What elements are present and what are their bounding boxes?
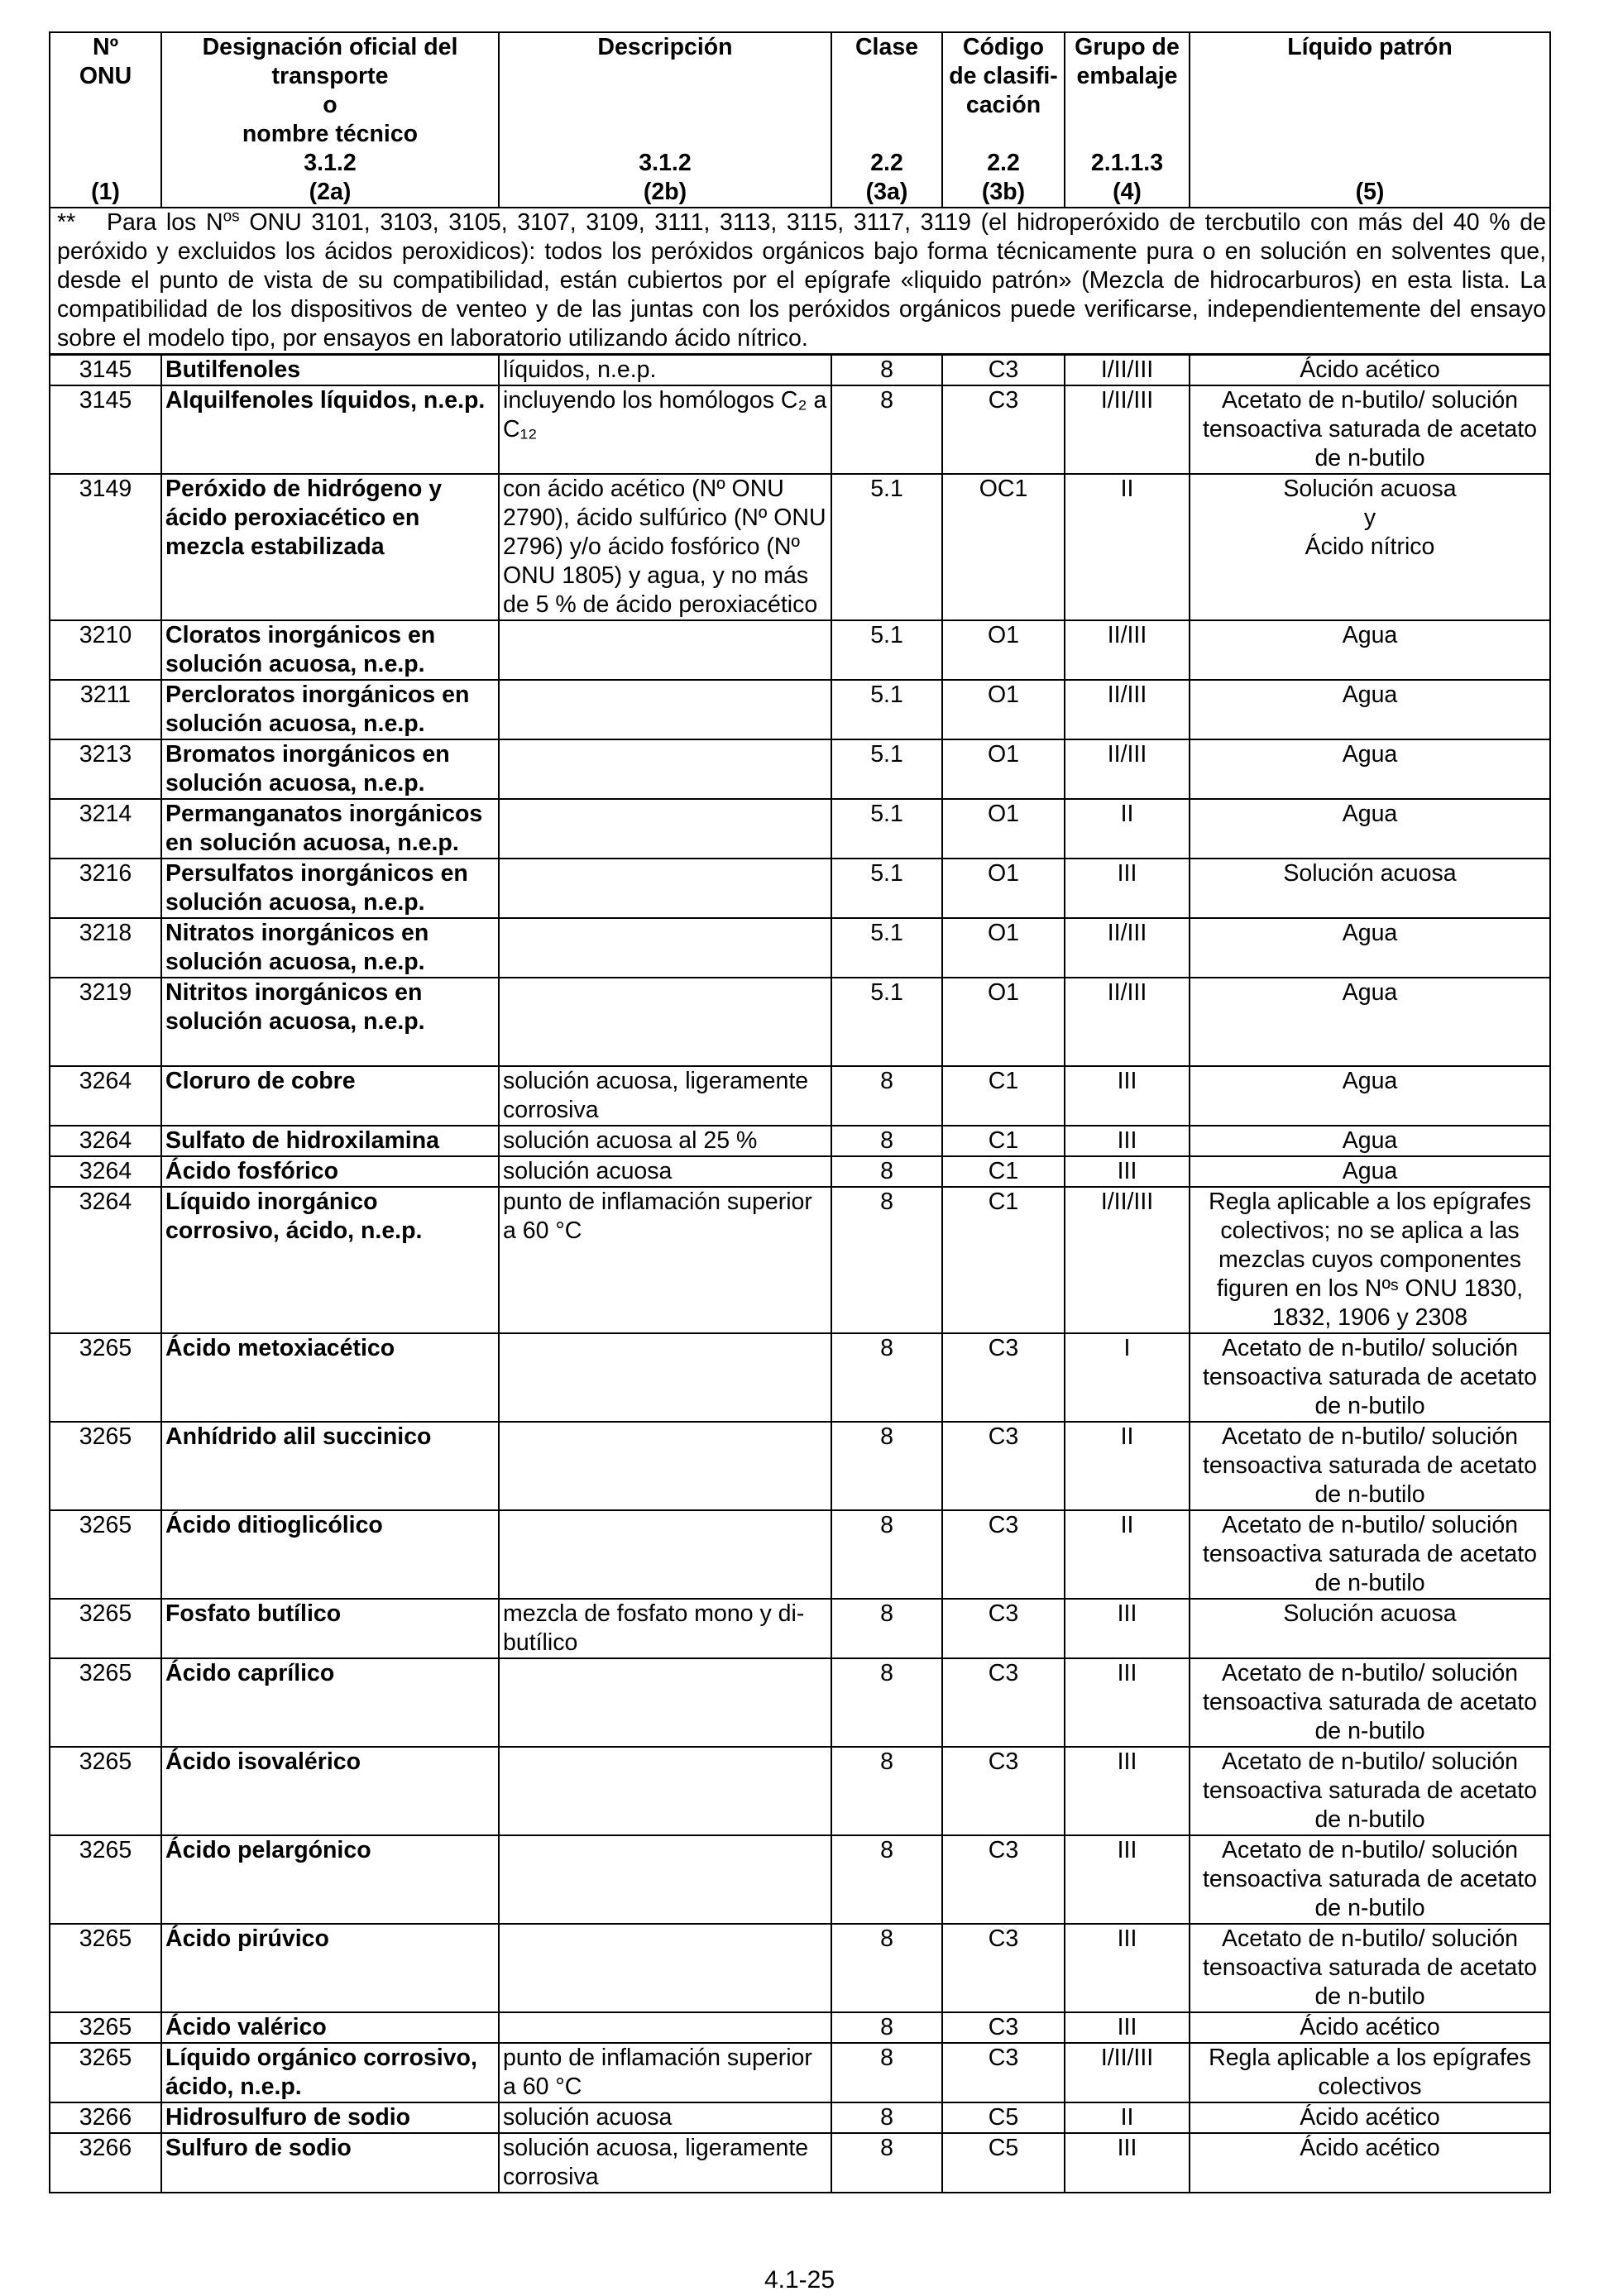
cell-class: 8 xyxy=(831,2102,942,2133)
cell-official-name: Butilfenoles xyxy=(161,355,499,386)
cell-official-name: Sulfuro de sodio xyxy=(161,2133,499,2193)
cell-un-number: 3265 xyxy=(50,1333,161,1422)
cell-un-number: 3216 xyxy=(50,859,161,918)
cell-packing-group: II xyxy=(1065,2102,1190,2133)
cell-official-name: Persulfatos inorgánicos en solución acuosa, n.e.p. xyxy=(161,859,499,918)
cell-class: 8 xyxy=(831,1333,942,1422)
cell-class: 8 xyxy=(831,1747,942,1835)
cell-packing-group: II/III xyxy=(1065,918,1190,978)
cell-standard-liquid: Acetato de n-butilo/ solución tensoactiva saturada de acetato de n-butilo xyxy=(1190,385,1550,474)
cell-description xyxy=(499,1333,831,1422)
cell-description: solución acuosa, ligeramente corrosiva xyxy=(499,2133,831,2193)
cell-official-name: Nitratos inorgánicos en solución acuosa, n.e.p. xyxy=(161,918,499,978)
cell-official-name: Fosfato butílico xyxy=(161,1599,499,1658)
cell-class: 5.1 xyxy=(831,799,942,859)
table-row xyxy=(50,1422,1550,1510)
table-row xyxy=(50,680,1550,739)
cell-standard-liquid: Ácido acético xyxy=(1190,2133,1550,2193)
cell-official-name: Ácido fosfórico xyxy=(161,1156,499,1187)
cell-un-number: 3265 xyxy=(50,1924,161,2012)
cell-packing-group: III xyxy=(1065,1924,1190,2012)
page-number: 4.1-25 xyxy=(764,2266,835,2294)
cell-description xyxy=(499,1658,831,1747)
cell-packing-group: II xyxy=(1065,474,1190,620)
cell-packing-group: III xyxy=(1065,1658,1190,1747)
header-description: Descripción 3.1.2 xyxy=(499,32,831,178)
footnote-marker: ** xyxy=(57,209,76,236)
cell-standard-liquid: Agua xyxy=(1190,1126,1550,1156)
cell-un-number: 3264 xyxy=(50,1066,161,1126)
cell-official-name: Percloratos inorgánicos en solución acuosa, n.e.p. xyxy=(161,680,499,739)
cell-standard-liquid: Ácido acético xyxy=(1190,355,1550,386)
cell-classification-code: C3 xyxy=(942,2012,1065,2043)
cell-description: solución acuosa xyxy=(499,2102,831,2133)
cell-class: 5.1 xyxy=(831,978,942,1066)
cell-un-number: 3213 xyxy=(50,739,161,799)
table-row xyxy=(50,1066,1550,1126)
cell-un-number: 3211 xyxy=(50,680,161,739)
cell-standard-liquid: Ácido acético xyxy=(1190,2012,1550,2043)
cell-un-number: 3145 xyxy=(50,385,161,474)
header-classification-code: Código de clasifi-cación 2.2 xyxy=(942,32,1065,178)
header-col-2a: (2a) xyxy=(161,178,499,208)
cell-packing-group: II/III xyxy=(1065,680,1190,739)
table-row xyxy=(50,1126,1550,1156)
cell-standard-liquid: Solución acuosa y Ácido nítrico xyxy=(1190,474,1550,620)
cell-classification-code: O1 xyxy=(942,680,1065,739)
cell-class: 5.1 xyxy=(831,680,942,739)
table-row xyxy=(50,1599,1550,1658)
table-row xyxy=(50,474,1550,620)
table-header xyxy=(50,32,1550,355)
cell-classification-code: O1 xyxy=(942,859,1065,918)
cell-official-name: Cloruro de cobre xyxy=(161,1066,499,1126)
cell-packing-group: III xyxy=(1065,1126,1190,1156)
cell-official-name: Líquido orgánico corrosivo, ácido, n.e.p. xyxy=(161,2043,499,2102)
table-row xyxy=(50,1187,1550,1333)
table-row xyxy=(50,385,1550,474)
cell-un-number: 3266 xyxy=(50,2102,161,2133)
cell-classification-code: O1 xyxy=(942,918,1065,978)
cell-description: solución acuosa, ligeramente corrosiva xyxy=(499,1066,831,1126)
table-row xyxy=(50,739,1550,799)
table-row xyxy=(50,2102,1550,2133)
cell-official-name: Hidrosulfuro de sodio xyxy=(161,2102,499,2133)
cell-un-number: 3149 xyxy=(50,474,161,620)
cell-class: 8 xyxy=(831,2012,942,2043)
cell-class: 8 xyxy=(831,1156,942,1187)
cell-description: punto de inflamación superior a 60 °C xyxy=(499,2043,831,2102)
cell-classification-code: C3 xyxy=(942,1924,1065,2012)
cell-un-number: 3264 xyxy=(50,1156,161,1187)
cell-class: 8 xyxy=(831,385,942,474)
cell-classification-code: C3 xyxy=(942,1747,1065,1835)
table-row xyxy=(50,859,1550,918)
cell-un-number: 3265 xyxy=(50,1658,161,1747)
cell-packing-group: II/III xyxy=(1065,739,1190,799)
cell-description xyxy=(499,2012,831,2043)
table-body xyxy=(50,355,1550,2193)
cell-un-number: 3218 xyxy=(50,918,161,978)
table-row xyxy=(50,978,1550,1066)
cell-classification-code: C3 xyxy=(942,385,1065,474)
header-col-2b: (2b) xyxy=(499,178,831,208)
cell-description xyxy=(499,978,831,1066)
cell-description xyxy=(499,739,831,799)
cell-class: 8 xyxy=(831,1924,942,2012)
cell-packing-group: I/II/III xyxy=(1065,355,1190,386)
cell-un-number: 3265 xyxy=(50,2012,161,2043)
header-col-1: (1) xyxy=(50,178,161,208)
cell-classification-code: C5 xyxy=(942,2133,1065,2193)
cell-official-name: Peróxido de hidrógeno y ácido peroxiacético en mezcla estabilizada xyxy=(161,474,499,620)
footnote-organic-peroxides: ** Para los $N^{os}$ ONU 3101, 3103, 3105, 3107, 3109, 3111, 3113, 3115, 3117, 3119 (el hidroperóxido de tercbutilo con más del 40 % de peróxido y excluidos los ácidos peroxidicos): todos los peróxidos orgánicos bajo forma técnicamente pura o en solución en solventes que, desde el punto de vista de su compatibilidad, están cubiertos por el epígrafe «liquido patrón» (Mezcla de hidrocarburos) en esta lista. La compatibilidad de los dispositivos de venteo y de las juntas con los peróxidos orgánicos puede verificarse, independientemente del ensayo sobre el modelo tipo, por ensayos en laboratorio utilizando ácido nítrico. xyxy=(50,208,1550,355)
table-row xyxy=(50,1835,1550,1924)
cell-standard-liquid: Acetato de n-butilo/ solución tensoactiva saturada de acetato de n-butilo xyxy=(1190,1422,1550,1510)
cell-description xyxy=(499,918,831,978)
cell-description xyxy=(499,620,831,680)
table-row xyxy=(50,2043,1550,2102)
cell-official-name: Ácido pirúvico xyxy=(161,1924,499,2012)
cell-official-name: Ácido caprílico xyxy=(161,1658,499,1747)
cell-description: punto de inflamación superior a 60 °C xyxy=(499,1187,831,1333)
cell-packing-group: II xyxy=(1065,799,1190,859)
cell-classification-code: C1 xyxy=(942,1066,1065,1126)
cell-standard-liquid: Agua xyxy=(1190,978,1550,1066)
header-col-3a: (3a) xyxy=(831,178,942,208)
cell-classification-code: O1 xyxy=(942,799,1065,859)
cell-standard-liquid: Agua xyxy=(1190,918,1550,978)
cell-description xyxy=(499,1747,831,1835)
cell-classification-code: O1 xyxy=(942,739,1065,799)
cell-official-name: Ácido valérico xyxy=(161,2012,499,2043)
cell-description: solución acuosa al 25 % xyxy=(499,1126,831,1156)
cell-packing-group: III xyxy=(1065,859,1190,918)
cell-standard-liquid: Solución acuosa xyxy=(1190,1599,1550,1658)
header-col-5: (5) xyxy=(1190,178,1550,208)
cell-description xyxy=(499,1835,831,1924)
cell-class: 8 xyxy=(831,355,942,386)
cell-standard-liquid: Agua xyxy=(1190,739,1550,799)
cell-standard-liquid: Regla aplicable a los epígrafes colectivos xyxy=(1190,2043,1550,2102)
cell-packing-group: III xyxy=(1065,1599,1190,1658)
cell-packing-group: I xyxy=(1065,1333,1190,1422)
cell-class: 5.1 xyxy=(831,474,942,620)
cell-standard-liquid: Solución acuosa xyxy=(1190,859,1550,918)
cell-packing-group: III xyxy=(1065,1066,1190,1126)
cell-classification-code: C3 xyxy=(942,2043,1065,2102)
cell-classification-code: C3 xyxy=(942,1599,1065,1658)
cell-class: 8 xyxy=(831,1510,942,1599)
cell-description: mezcla de fosfato mono y di-butílico xyxy=(499,1599,831,1658)
cell-official-name: Ácido ditioglicólico xyxy=(161,1510,499,1599)
header-packing-group: Grupo de embalaje 2.1.1.3 xyxy=(1065,32,1190,178)
cell-description: solución acuosa xyxy=(499,1156,831,1187)
cell-class: 5.1 xyxy=(831,739,942,799)
header-class: Clase 2.2 xyxy=(831,32,942,178)
cell-packing-group: I/II/III xyxy=(1065,385,1190,474)
cell-un-number: 3265 xyxy=(50,1835,161,1924)
cell-official-name: Cloratos inorgánicos en solución acuosa, n.e.p. xyxy=(161,620,499,680)
cell-standard-liquid: Acetato de n-butilo/ solución tensoactiva saturada de acetato de n-butilo xyxy=(1190,1835,1550,1924)
cell-official-name: Ácido metoxiacético xyxy=(161,1333,499,1422)
cell-description xyxy=(499,1924,831,2012)
cell-classification-code: OC1 xyxy=(942,474,1065,620)
cell-un-number: 3264 xyxy=(50,1187,161,1333)
cell-class: 8 xyxy=(831,1422,942,1510)
cell-packing-group: III xyxy=(1065,2012,1190,2043)
cell-description: líquidos, n.e.p. xyxy=(499,355,831,386)
cell-class: 8 xyxy=(831,1835,942,1924)
cell-un-number: 3265 xyxy=(50,1747,161,1835)
cell-un-number: 3219 xyxy=(50,978,161,1066)
cell-official-name: Anhídrido alil succinico xyxy=(161,1422,499,1510)
cell-official-name: Ácido isovalérico xyxy=(161,1747,499,1835)
cell-classification-code: C1 xyxy=(942,1126,1065,1156)
cell-un-number: 3265 xyxy=(50,1599,161,1658)
cell-classification-code: O1 xyxy=(942,620,1065,680)
cell-classification-code: C3 xyxy=(942,355,1065,386)
header-col-4: (4) xyxy=(1065,178,1190,208)
dangerous-goods-table xyxy=(49,31,1551,2193)
cell-standard-liquid: Agua xyxy=(1190,620,1550,680)
cell-standard-liquid: Regla aplicable a los epígrafes colectivos; no se aplica a las mezclas cuyos componentes figuren en los Nºˢ ONU 1830, 1832, 1906 y 2308 xyxy=(1190,1187,1550,1333)
cell-class: 5.1 xyxy=(831,918,942,978)
cell-official-name: Ácido pelargónico xyxy=(161,1835,499,1924)
cell-official-name: Bromatos inorgánicos en solución acuosa, n.e.p. xyxy=(161,739,499,799)
cell-class: 8 xyxy=(831,2133,942,2193)
table-row xyxy=(50,620,1550,680)
table-row xyxy=(50,799,1550,859)
cell-official-name: Sulfato de hidroxilamina xyxy=(161,1126,499,1156)
cell-classification-code: C3 xyxy=(942,1510,1065,1599)
table-row xyxy=(50,1924,1550,2012)
cell-un-number: 3145 xyxy=(50,355,161,386)
cell-packing-group: II xyxy=(1065,1510,1190,1599)
header-un-number: Nº ONU xyxy=(50,32,161,178)
cell-packing-group: III xyxy=(1065,1835,1190,1924)
cell-standard-liquid: Acetato de n-butilo/ solución tensoactiva saturada de acetato de n-butilo xyxy=(1190,1510,1550,1599)
cell-un-number: 3264 xyxy=(50,1126,161,1156)
cell-classification-code: C3 xyxy=(942,1422,1065,1510)
table-row xyxy=(50,355,1550,386)
table-row xyxy=(50,1156,1550,1187)
cell-packing-group: III xyxy=(1065,2133,1190,2193)
cell-class: 8 xyxy=(831,1658,942,1747)
cell-class: 8 xyxy=(831,1187,942,1333)
cell-standard-liquid: Agua xyxy=(1190,799,1550,859)
cell-class: 8 xyxy=(831,1066,942,1126)
cell-packing-group: III xyxy=(1065,1747,1190,1835)
cell-description xyxy=(499,859,831,918)
cell-description: con ácido acético (Nº ONU 2790), ácido sulfúrico (Nº ONU 2796) y/o ácido fosfórico (Nº ONU 1805) y agua, y no más de 5 % de ácido peroxiacético xyxy=(499,474,831,620)
cell-class: 5.1 xyxy=(831,620,942,680)
cell-official-name: Líquido inorgánico corrosivo, ácido, n.e.p. xyxy=(161,1187,499,1333)
cell-standard-liquid: Acetato de n-butilo/ solución tensoactiva saturada de acetato de n-butilo xyxy=(1190,1924,1550,2012)
cell-standard-liquid: Agua xyxy=(1190,680,1550,739)
cell-classification-code: O1 xyxy=(942,978,1065,1066)
cell-class: 8 xyxy=(831,1126,942,1156)
cell-packing-group: II/III xyxy=(1065,978,1190,1066)
table-row xyxy=(50,1747,1550,1835)
cell-class: 8 xyxy=(831,2043,942,2102)
table-row xyxy=(50,1333,1550,1422)
cell-un-number: 3265 xyxy=(50,2043,161,2102)
cell-packing-group: I/II/III xyxy=(1065,2043,1190,2102)
cell-standard-liquid: Agua xyxy=(1190,1066,1550,1126)
cell-description xyxy=(499,1422,831,1510)
cell-class: 5.1 xyxy=(831,859,942,918)
header-col-3b: (3b) xyxy=(942,178,1065,208)
cell-class: 8 xyxy=(831,1599,942,1658)
cell-packing-group: III xyxy=(1065,1156,1190,1187)
cell-standard-liquid: Ácido acético xyxy=(1190,2102,1550,2133)
table-row xyxy=(50,2133,1550,2193)
cell-packing-group: I/II/III xyxy=(1065,1187,1190,1333)
table-row xyxy=(50,1510,1550,1599)
table-row xyxy=(50,1658,1550,1747)
cell-classification-code: C3 xyxy=(942,1835,1065,1924)
cell-classification-code: C1 xyxy=(942,1156,1065,1187)
cell-un-number: 3265 xyxy=(50,1510,161,1599)
cell-official-name: Alquilfenoles líquidos, n.e.p. xyxy=(161,385,499,474)
cell-packing-group: II xyxy=(1065,1422,1190,1510)
cell-classification-code: C5 xyxy=(942,2102,1065,2133)
cell-un-number: 3265 xyxy=(50,1422,161,1510)
cell-official-name: Nitritos inorgánicos en solución acuosa, n.e.p. xyxy=(161,978,499,1066)
cell-un-number: 3210 xyxy=(50,620,161,680)
header-official-name: Designación oficial del transporte o nombre técnico 3.1.2 xyxy=(161,32,499,178)
cell-packing-group: II/III xyxy=(1065,620,1190,680)
cell-standard-liquid: Acetato de n-butilo/ solución tensoactiva saturada de acetato de n-butilo xyxy=(1190,1658,1550,1747)
cell-standard-liquid: Acetato de n-butilo/ solución tensoactiva saturada de acetato de n-butilo xyxy=(1190,1747,1550,1835)
cell-description xyxy=(499,799,831,859)
cell-classification-code: C3 xyxy=(942,1658,1065,1747)
cell-official-name: Permanganatos inorgánicos en solución acuosa, n.e.p. xyxy=(161,799,499,859)
cell-classification-code: C1 xyxy=(942,1187,1065,1333)
cell-standard-liquid: Acetato de n-butilo/ solución tensoactiva saturada de acetato de n-butilo xyxy=(1190,1333,1550,1422)
cell-description: incluyendo los homólogos C₂ a C₁₂ xyxy=(499,385,831,474)
cell-description xyxy=(499,680,831,739)
cell-standard-liquid: Agua xyxy=(1190,1156,1550,1187)
table-row xyxy=(50,2012,1550,2043)
cell-un-number: 3214 xyxy=(50,799,161,859)
cell-description xyxy=(499,1510,831,1599)
cell-classification-code: C3 xyxy=(942,1333,1065,1422)
table-row xyxy=(50,918,1550,978)
header-standard-liquid: Líquido patrón xyxy=(1190,32,1550,178)
cell-un-number: 3266 xyxy=(50,2133,161,2193)
